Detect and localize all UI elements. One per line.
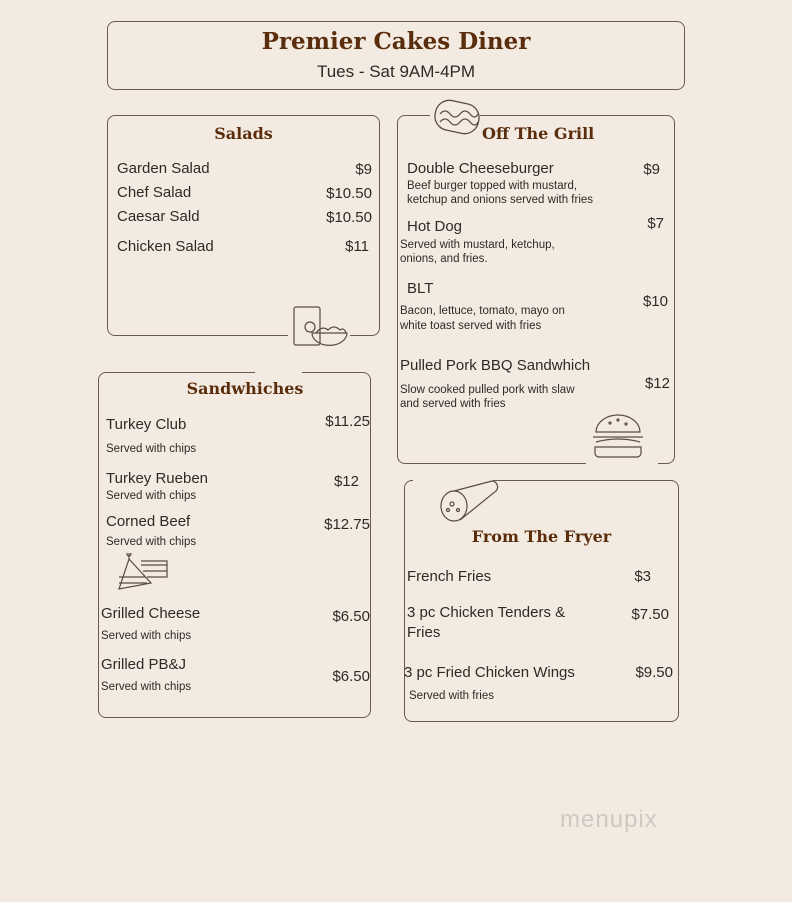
sandwich-price: $6.50 [332,668,370,685]
chips-bowl-icon [292,305,350,350]
sandwich-price: $12.75 [324,516,370,533]
sandwich-price: $12 [333,473,359,490]
restaurant-title: Premier Cakes Diner [261,28,531,55]
fryer-item-price: $7.50 [631,606,669,623]
salad-price: $11 [345,238,369,255]
burrito-icon [438,478,500,524]
salad-price: $9 [355,161,372,178]
sandwich-desc: Served with chips [101,630,192,642]
sandwich-desc: Served with chips [106,536,197,548]
grill-item-desc: Bacon, lettuce, tomato, mayo on [400,305,565,317]
grill-item-name: BLT [407,280,434,297]
salad-price: $10.50 [326,185,372,202]
grill-item-desc: Slow cooked pulled pork with slaw [400,384,575,396]
grill-item-desc: white toast served with fries [400,320,542,332]
grill-item-price: $9 [643,161,660,178]
grill-item-name: Double Cheeseburger [407,160,554,177]
sandwich-name: Turkey Rueben [106,470,208,487]
salad-name: Garden Salad [117,160,210,177]
sandwich-price: $11.25 [325,413,370,430]
fryer-item-name: 3 pc Fried Chicken Wings [404,664,575,681]
grill-item-desc: onions, and fries. [400,253,488,265]
fryer-title: From The Fryer [471,527,612,546]
sandwich-name: Corned Beef [106,513,191,530]
fryer-item-price: $3 [634,568,651,585]
fryer-item-price: $9.50 [635,664,673,681]
salad-name: Caesar Sald [117,208,200,225]
grill-item-price: $7 [647,215,664,232]
salad-price: $10.50 [326,209,372,226]
grill-item-price: $12 [644,375,670,392]
grill-item-desc: and served with fries [400,398,506,410]
sandwich-name: Grilled Cheese [101,605,201,622]
opening-hours: Tues - Sat 9AM-4PM [316,62,476,81]
grill-item-desc: Beef burger topped with mustard, [407,180,578,192]
sandwich-desc: Served with chips [101,681,192,693]
sandwich-price: $6.50 [332,608,370,625]
burger-icon [590,412,646,458]
salad-name: Chef Salad [117,184,192,201]
grill-item-price: $10 [642,293,668,310]
sandwich-name: Turkey Club [106,416,187,433]
grill-title: Off The Grill [482,124,595,143]
grill-item-name: Pulled Pork BBQ Sandwhich [400,357,591,374]
sandwich-desc: Served with chips [106,443,197,455]
hot-dog-icon [432,96,484,140]
club-sandwich-icon [115,553,173,593]
grill-item-name: Hot Dog [407,218,463,235]
watermark: menupix [560,806,658,833]
salads-title: Salads [214,124,273,143]
grill-item-desc: Served with mustard, ketchup, [400,239,555,251]
grill-item-desc: ketchup and onions served with fries [407,194,594,206]
fryer-item-name: French Fries [407,568,492,585]
fryer-item-desc: Served with fries [409,690,495,702]
sandwich-desc: Served with chips [106,490,197,502]
sandwich-name: Grilled PB&J [101,656,187,673]
sandwiches-title: Sandwhiches [186,379,304,398]
salad-name: Chicken Salad [117,238,214,255]
fryer-item-name: 3 pc Chicken Tenders & [407,604,566,621]
fryer-item-name: Fries [407,624,441,641]
